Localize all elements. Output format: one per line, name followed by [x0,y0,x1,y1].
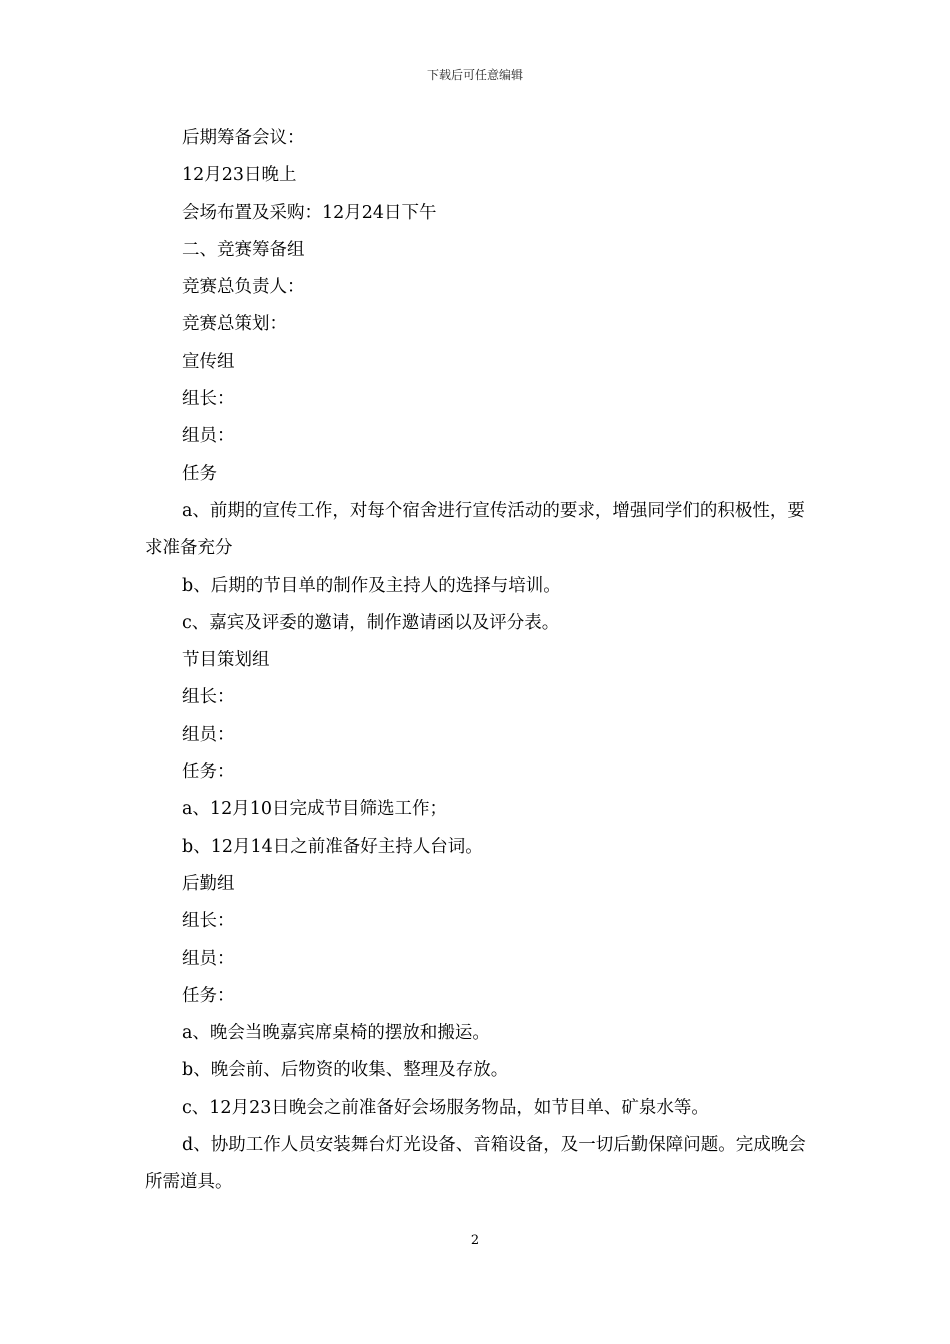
group-heading-publicity: 宣传组 [182,351,235,372]
task-item: a、晚会当晚嘉宾席桌椅的摆放和搬运。 [182,1023,490,1044]
document-body [145,120,809,1202]
group-heading-logistics: 后勤组 [182,873,235,894]
paragraph-leader: 组长： [182,911,235,932]
task-item: b、12月14日之前准备好主持人台词。 [182,836,483,857]
section-heading-competition: 二、竞赛筹备组 [182,239,305,260]
task-item: b、后期的节目单的制作及主持人的选择与培训。 [182,575,561,596]
task-item: c、嘉宾及评委的邀请，制作邀请函以及评分表。 [182,612,560,633]
group-heading-program: 节目策划组 [182,650,270,671]
paragraph-members: 组员： [182,724,235,745]
task-item: d、协助工作人员安装舞台灯光设备、音箱设备，及一切后勤保障问题。完成晚会所需道具。 [145,1135,806,1193]
paragraph-members: 组员： [182,948,235,969]
page-header: 下载后可任意编辑 [426,68,523,82]
paragraph-venue-setup: 会场布置及采购：12月24日下午 [182,202,437,223]
task-item: b、晚会前、后物资的收集、整理及存放。 [182,1060,509,1081]
page-number: 2 [470,1233,480,1248]
task-item: a、12月10日完成节目筛选工作； [182,799,447,820]
paragraph-leader: 组长： [182,687,235,708]
task-item: c、12月23日晚会之前准备好会场服务物品，如节目单、矿泉水等。 [182,1097,709,1118]
paragraph-chief: 竞赛总负责人： [182,277,305,298]
paragraph-leader: 组长： [182,389,235,410]
paragraph-tasks: 任务 [182,463,217,484]
paragraph-tasks: 任务： [182,762,235,783]
paragraph-tasks: 任务： [182,985,235,1006]
task-item: a、前期的宣传工作，对每个宿舍进行宣传活动的要求，增强同学们的积极性，要求准备充分 [145,500,805,559]
paragraph-members: 组员： [182,426,235,447]
paragraph-meeting: 后期筹备会议： [182,128,305,148]
paragraph-meeting-date: 12月23日晚上 [182,165,297,186]
paragraph-planner: 竞赛总策划： [182,314,287,335]
